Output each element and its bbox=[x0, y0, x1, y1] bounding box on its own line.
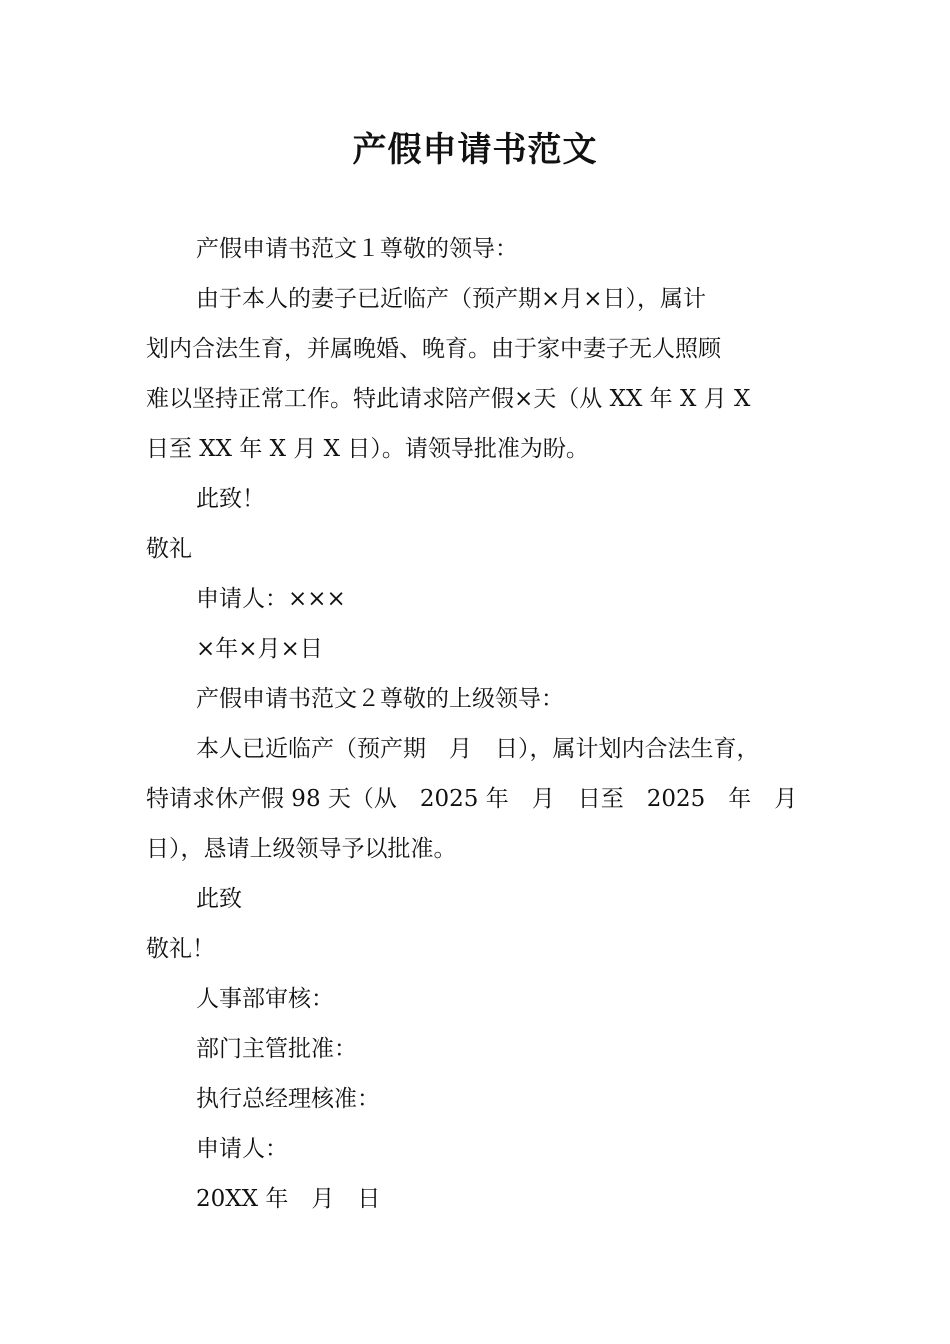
letter1-salute: 敬礼 bbox=[146, 536, 192, 562]
letter2-closing: 此致 bbox=[196, 886, 242, 912]
letter2-paragraph-line-3: 日），恳请上级领导予以批准。 bbox=[146, 836, 457, 862]
letter1-date: ×年×月×日 bbox=[196, 636, 323, 662]
gm-approval-label: 执行总经理核准： bbox=[196, 1086, 380, 1112]
letter2-applicant-label: 申请人： bbox=[196, 1136, 288, 1162]
letter1-heading: 产假申请书范文１尊敬的领导： bbox=[196, 236, 518, 262]
letter1-paragraph-line-2: 划内合法生育，并属晚婚、晚育。由于家中妻子无人照顾 bbox=[146, 336, 721, 362]
document-body bbox=[146, 224, 826, 1224]
document-title: 产假申请书范文 bbox=[352, 130, 598, 170]
letter1-closing: 此致！ bbox=[196, 486, 265, 512]
letter1-paragraph-line-1: 由于本人的妻子已近临产（预产期×月×日），属计 bbox=[196, 286, 707, 312]
letter2-date: 20XX 年 月 日 bbox=[196, 1186, 381, 1212]
letter1-applicant: 申请人：××× bbox=[196, 586, 346, 612]
letter1-paragraph-line-4: 日至 XX 年 X 月 X 日）。请领导批准为盼。 bbox=[146, 436, 589, 462]
manager-approval-label: 部门主管批准： bbox=[196, 1036, 357, 1062]
letter2-paragraph-line-1: 本人已近临产（预产期 月 日），属计划内合法生育， bbox=[196, 736, 760, 762]
letter1-paragraph-line-3: 难以坚持正常工作。特此请求陪产假×天（从 XX 年 X 月 X bbox=[146, 386, 751, 412]
letter2-heading: 产假申请书范文２尊敬的上级领导： bbox=[196, 686, 564, 712]
letter2-paragraph-line-2: 特请求休产假 98 天（从 2025 年 月 日至 2025 年 月 bbox=[146, 786, 798, 812]
letter2-salute: 敬礼！ bbox=[146, 936, 215, 962]
hr-review-label: 人事部审核： bbox=[196, 986, 334, 1012]
